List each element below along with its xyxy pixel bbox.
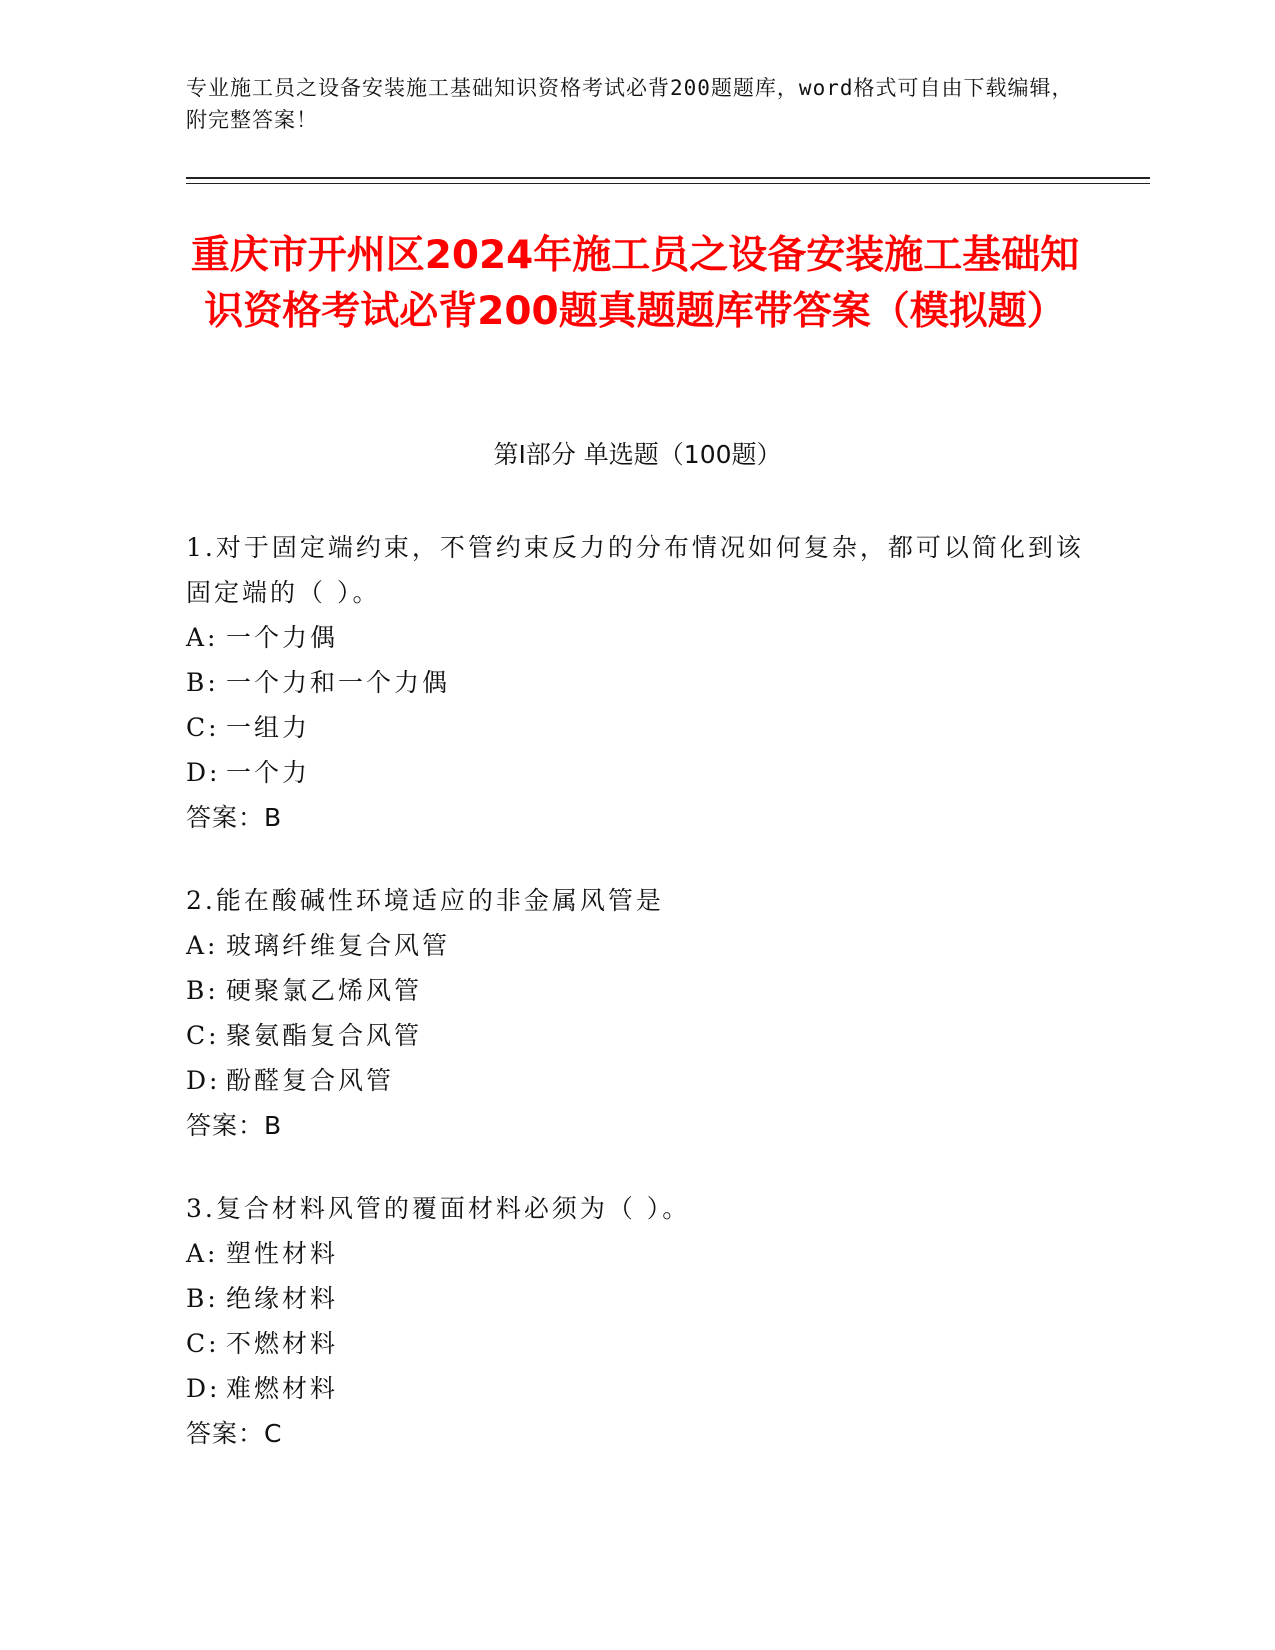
option-c [186, 705, 1086, 750]
option-text: 一个力和一个力偶 [226, 668, 451, 697]
option-a [186, 615, 1086, 660]
option-d [186, 1366, 1086, 1411]
option-text: 难燃材料 [226, 1374, 339, 1403]
option-a [186, 1231, 1086, 1276]
option-letter: A: [186, 623, 219, 652]
option-text: 不燃材料 [226, 1329, 339, 1358]
question-item [186, 878, 1086, 1148]
answer-line: 答案：C [186, 1419, 283, 1448]
answer-line: 答案：B [186, 1111, 283, 1140]
header-note: 专业施工员之设备安装施工基础知识资格考试必背200题题库，word格式可自由下载编辑，附完整答案！ [186, 76, 1074, 132]
option-b [186, 968, 1086, 1013]
option-letter: A: [186, 1239, 219, 1268]
option-letter: C: [186, 713, 220, 742]
option-letter: A: [186, 931, 219, 960]
header-divider [186, 177, 1150, 179]
document-title: 重庆市开州区2024年施工员之设备安装施工基础知识资格考试必背200题真题题库带答案（模拟题） [190, 233, 1080, 334]
option-text: 一个力偶 [226, 623, 339, 652]
option-b [186, 1276, 1086, 1321]
option-text: 玻璃纤维复合风管 [226, 931, 451, 960]
option-letter: D: [186, 1066, 221, 1095]
option-text: 硬聚氯乙烯风管 [226, 976, 423, 1005]
option-b [186, 660, 1086, 705]
option-d [186, 750, 1086, 795]
section-heading: 第Ⅰ部分 单选题（100题） [493, 440, 782, 469]
option-c [186, 1321, 1086, 1366]
question-item [186, 525, 1086, 840]
option-text: 一组力 [226, 713, 311, 742]
option-letter: C: [186, 1021, 220, 1050]
answer-line: 答案：B [186, 803, 283, 832]
option-text: 酚醛复合风管 [226, 1066, 395, 1095]
option-letter: D: [186, 1374, 221, 1403]
option-letter: B: [186, 668, 219, 697]
option-letter: C: [186, 1329, 220, 1358]
question-stem: 3.复合材料风管的覆面材料必须为（ ）。 [186, 1194, 691, 1223]
option-text: 塑性材料 [226, 1239, 339, 1268]
header-divider-thin [186, 183, 1150, 184]
option-letter: D: [186, 758, 221, 787]
option-c [186, 1013, 1086, 1058]
question-list [186, 525, 1086, 1494]
option-letter: B: [186, 1284, 219, 1313]
question-item [186, 1186, 1086, 1456]
option-text: 一个力 [226, 758, 311, 787]
question-stem: 1.对于固定端约束，不管约束反力的分布情况如何复杂，都可以简化到该固定端的（ ）。 [186, 533, 1084, 607]
option-text: 绝缘材料 [226, 1284, 339, 1313]
option-text: 聚氨酯复合风管 [226, 1021, 423, 1050]
option-d [186, 1058, 1086, 1103]
option-a [186, 923, 1086, 968]
option-letter: B: [186, 976, 219, 1005]
question-stem: 2.能在酸碱性环境适应的非金属风管是 [186, 886, 664, 915]
